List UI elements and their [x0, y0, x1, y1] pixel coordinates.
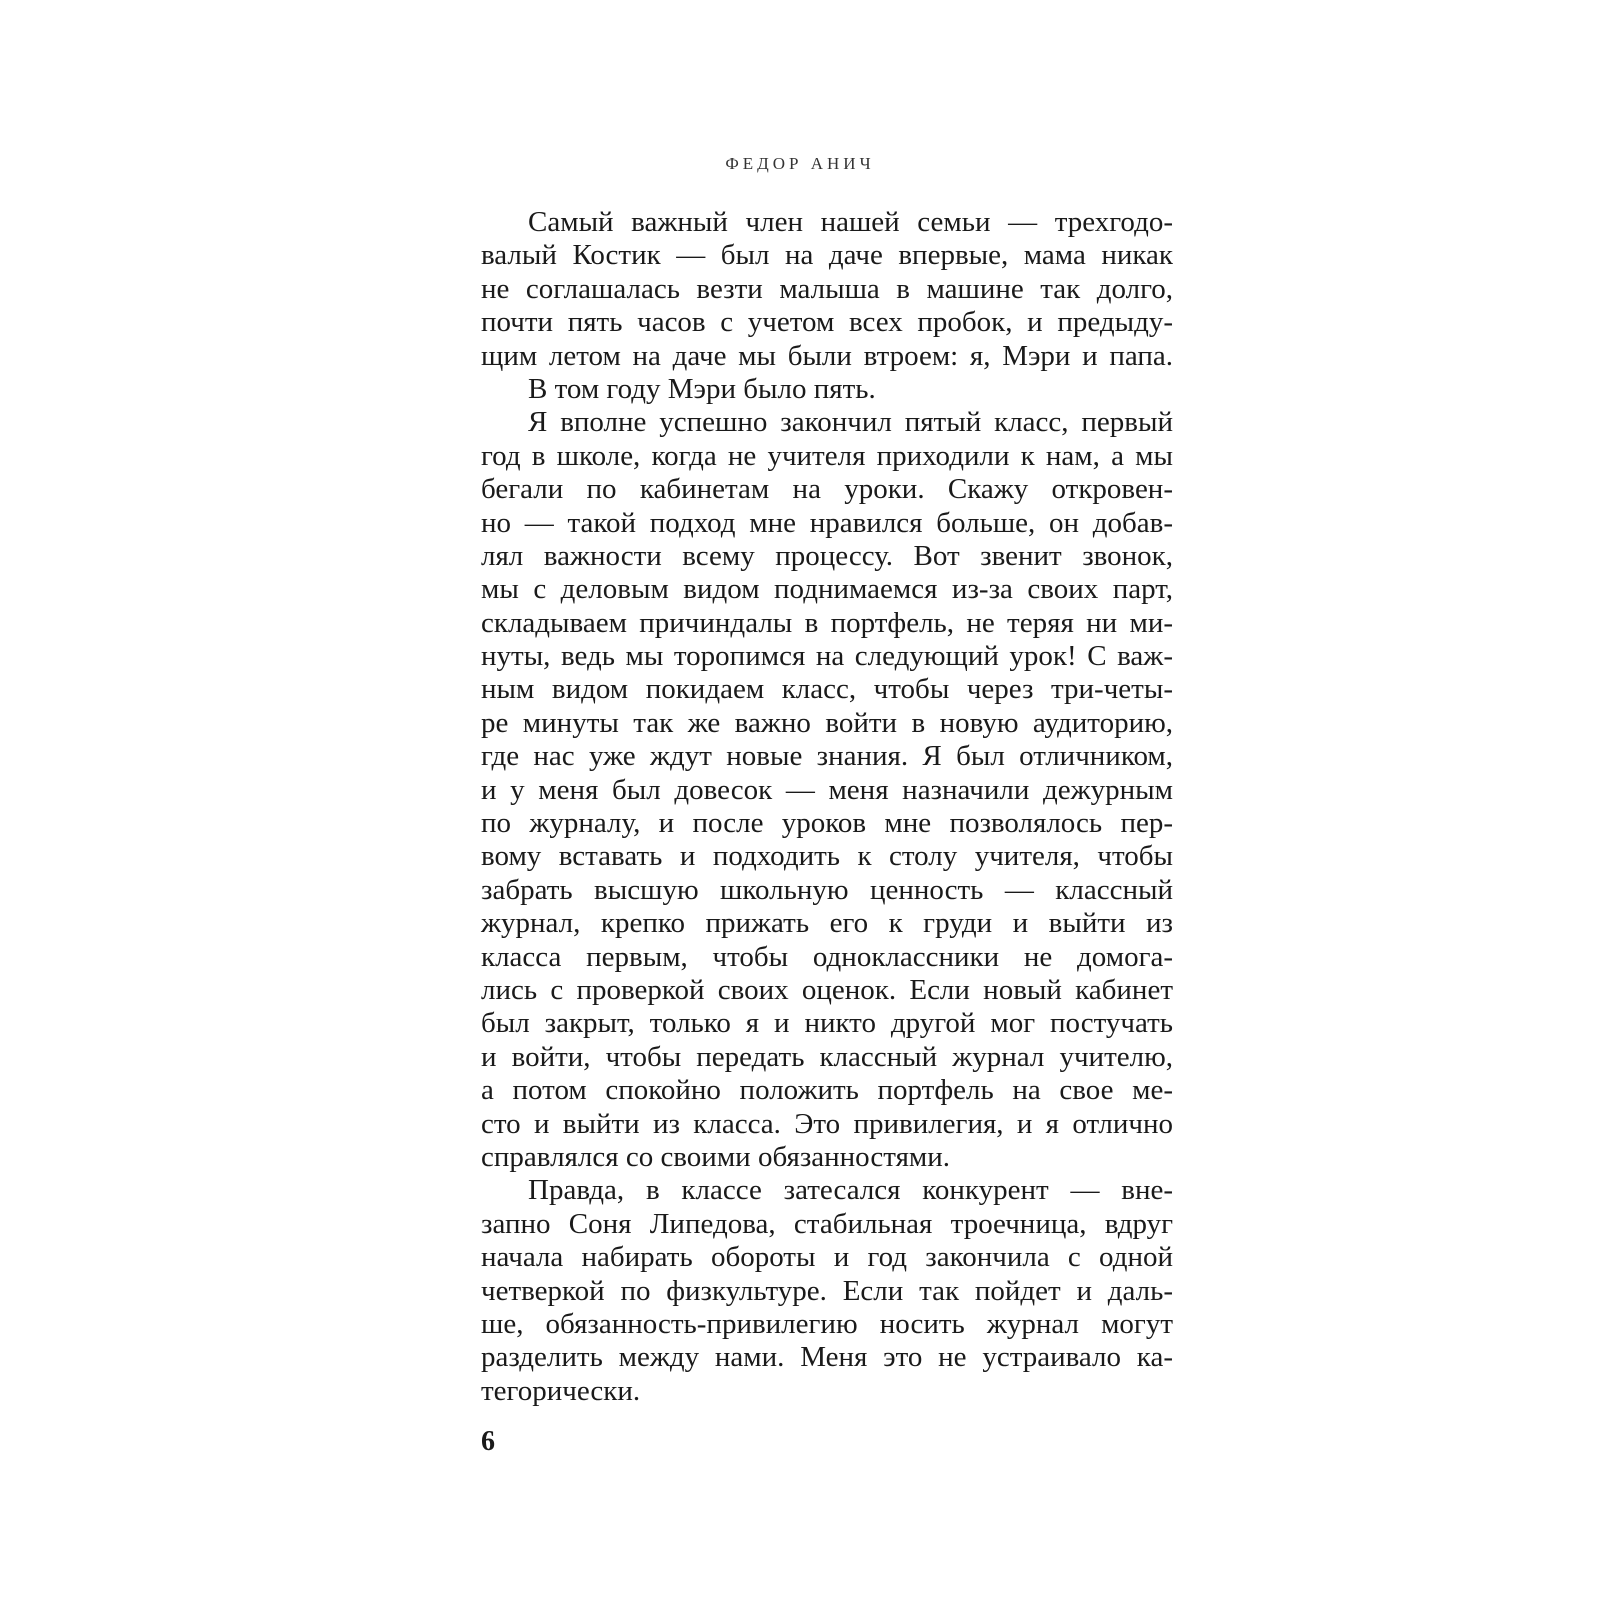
text-line: тегорически.	[481, 1374, 641, 1407]
text-line: начала набирать обороты и год закончила с одной	[481, 1241, 1173, 1274]
text-line: журнал, крепко прижать его к груди и выйти из	[481, 907, 1173, 940]
text-line: а потом спокойно положить портфель на свое ме-	[481, 1074, 1173, 1107]
text-line: складываем причиндалы в портфель, не теряя ни ми-	[481, 606, 1173, 639]
text-line: четверкой по физкультуре. Если так пойдет и даль-	[481, 1274, 1173, 1307]
running-head: ФЕДОР АНИЧ	[725, 154, 875, 173]
text-line: В том году Мэри было пять.	[528, 372, 876, 405]
text-line: вому вставать и подходить к столу учителя, чтобы	[481, 840, 1173, 873]
text-line: Самый важный член нашей семьи — трехгодо-	[528, 206, 1173, 238]
text-line: ре минуты так же важно войти в новую аудиторию,	[481, 706, 1173, 739]
text-line: и войти, чтобы передать классный журнал учителю,	[481, 1040, 1173, 1073]
text-line: ным видом покидаем класс, чтобы через три-четы-	[481, 673, 1173, 706]
text-line: по журналу, и после уроков мне позволялось пер-	[481, 807, 1173, 840]
text-line: валый Костик — был на даче впервые, мама никак	[481, 239, 1173, 272]
text-line: ше, обязанность-привилегию носить журнал могут	[481, 1307, 1173, 1340]
text-line: нуты, ведь мы торопимся на следующий урок! С важ-	[481, 640, 1173, 673]
text-line: лял важности всему процессу. Вот звенит звонок,	[481, 539, 1173, 572]
text-line: не соглашалась везти малыша в машине так долго,	[481, 272, 1173, 305]
text-line: лись с проверкой своих оценок. Если новый кабинет	[481, 973, 1173, 1006]
text-line: Я вполне успешно закончил пятый класс, первый	[528, 406, 1173, 439]
text-line: разделить между нами. Меня это не устраивало ка-	[481, 1341, 1173, 1374]
text-line: где нас уже ждут новые знания. Я был отличником,	[481, 740, 1173, 773]
text-line: и у меня был довесок — меня назначили дежурным	[481, 773, 1173, 806]
text-line: мы с деловым видом поднимаемся из-за своих парт,	[481, 573, 1173, 606]
text-line: но — такой подход мне нравился больше, он добав-	[481, 506, 1173, 539]
text-line: забрать высшую школьную ценность — классный	[481, 873, 1173, 906]
text-line: почти пять часов с учетом всех пробок, и предыду-	[481, 306, 1173, 339]
text-line: класса первым, чтобы одноклассники не домога-	[481, 940, 1173, 973]
text-line: год в школе, когда не учителя приходили к нам, а мы	[481, 439, 1173, 472]
text-line: Правда, в классе затесался конкурент — вне-	[528, 1174, 1173, 1207]
body-text	[481, 206, 1173, 1408]
text-line: бегали по кабинетам на уроки. Скажу откровен-	[481, 473, 1173, 506]
text-line: был закрыт, только я и никто другой мог постучать	[481, 1007, 1173, 1040]
text-line: сто и выйти из класса. Это привилегия, и я отлично	[481, 1107, 1173, 1140]
text-line: справлялся со своими обязанностями.	[481, 1140, 951, 1173]
text-line: щим летом на даче мы были втроем: я, Мэри и папа.	[481, 339, 1173, 372]
text-line: запно Соня Липедова, стабильная троечница, вдруг	[481, 1207, 1173, 1240]
page-number: 6	[481, 1426, 495, 1457]
